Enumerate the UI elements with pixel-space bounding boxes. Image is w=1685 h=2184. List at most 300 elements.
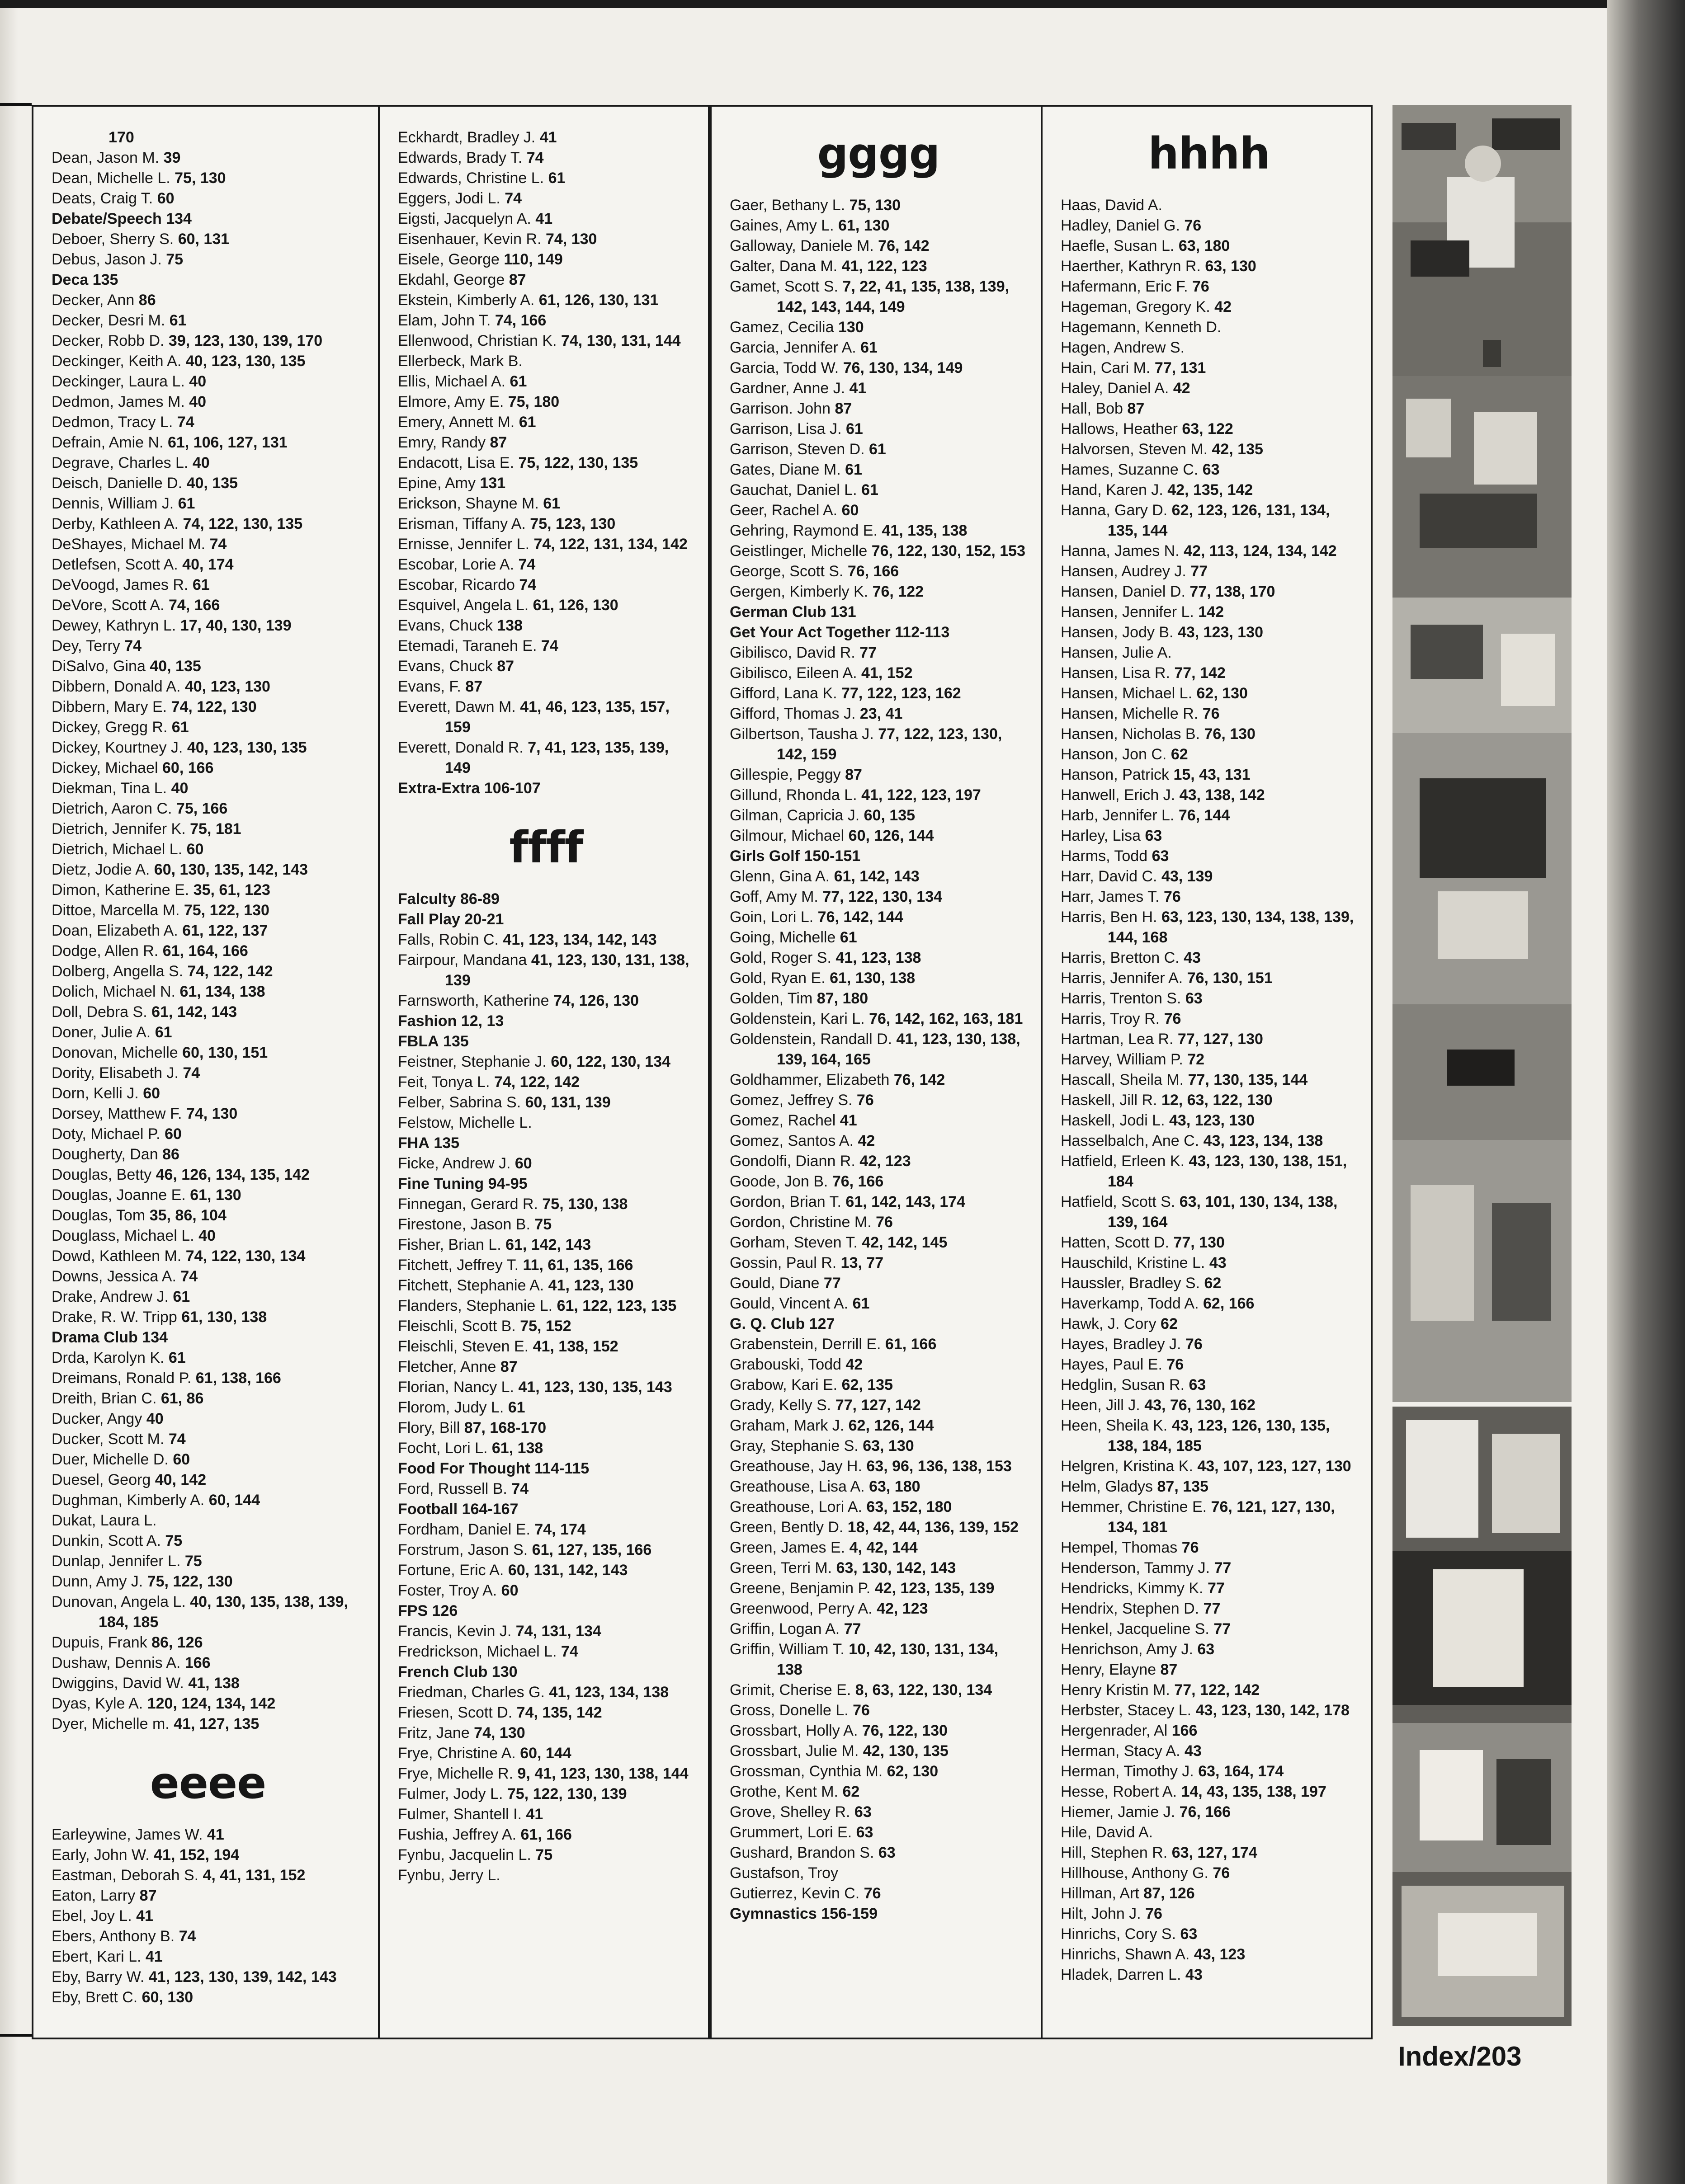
index-entry bbox=[730, 1883, 1027, 1904]
entry-name: Griffin, William T. bbox=[730, 1641, 845, 1658]
index-entry bbox=[1061, 683, 1357, 704]
entry-name: Hill, Stephen R. bbox=[1061, 1844, 1168, 1861]
index-entry bbox=[52, 514, 364, 534]
index-entry bbox=[730, 1822, 1027, 1843]
index-entry bbox=[398, 494, 694, 514]
entry-pages: 60, 131 bbox=[178, 231, 230, 248]
entry-name: Dedmon, Tracy L. bbox=[52, 414, 173, 431]
index-entry bbox=[398, 127, 694, 148]
entry-name: Decker, Robb D. bbox=[52, 332, 165, 349]
entry-pages: 41, 123, 134, 138 bbox=[549, 1684, 669, 1701]
index-entry bbox=[52, 1825, 364, 1845]
entry-name: Florian, Nancy L. bbox=[398, 1379, 514, 1396]
entry-pages: 76 bbox=[1192, 278, 1209, 295]
entry-name: DeVoogd, James R. bbox=[52, 576, 189, 593]
entry-pages: 42 bbox=[1173, 380, 1190, 397]
index-entry bbox=[730, 317, 1027, 338]
entry-pages: 61 bbox=[192, 576, 210, 593]
entry-name: Ebel, Joy L. bbox=[52, 1907, 132, 1925]
index-section-entry bbox=[398, 1662, 694, 1682]
entry-pages: 61, 142, 143 bbox=[834, 868, 920, 885]
entry-pages: 76 bbox=[1213, 1864, 1230, 1882]
index-entry bbox=[398, 1865, 694, 1886]
entry-name: Gray, Stephanie S. bbox=[730, 1437, 859, 1454]
index-entry bbox=[1061, 1822, 1357, 1843]
entry-pages: 77 bbox=[1213, 1620, 1231, 1638]
entry-pages: 76 bbox=[853, 1702, 870, 1719]
entry-name: Doner, Julie A. bbox=[52, 1024, 151, 1041]
index-entry bbox=[52, 1104, 364, 1124]
entry-pages: 76, 122, 130, 152, 153 bbox=[871, 542, 1026, 560]
entry-pages: 61 bbox=[173, 1288, 190, 1305]
index-entry bbox=[398, 656, 694, 677]
index-entry bbox=[398, 595, 694, 616]
index-entry bbox=[52, 1083, 364, 1104]
entry-name: Drama Club bbox=[52, 1329, 138, 1346]
entry-name: Football bbox=[398, 1501, 458, 1518]
entry-name: Hand, Karen J. bbox=[1061, 481, 1163, 499]
entry-pages: 120, 124, 134, 142 bbox=[147, 1695, 276, 1712]
entry-name: Doan, Elizabeth A. bbox=[52, 922, 178, 939]
entry-name: Herman, Timothy J. bbox=[1061, 1763, 1194, 1780]
index-entry bbox=[52, 1348, 364, 1368]
index-entry bbox=[730, 1517, 1027, 1538]
index-entry bbox=[730, 948, 1027, 968]
entry-name: Grabow, Kari E. bbox=[730, 1376, 838, 1393]
index-entry bbox=[52, 1572, 364, 1592]
entry-name: Farnsworth, Katherine bbox=[398, 992, 549, 1009]
index-entry bbox=[52, 1429, 364, 1450]
index-entry bbox=[52, 1287, 364, 1307]
index-entry bbox=[52, 229, 364, 249]
entry-name: Greathouse, Jay H. bbox=[730, 1458, 862, 1475]
margin-mark bbox=[0, 103, 32, 106]
entry-pages: 61 bbox=[840, 929, 857, 946]
index-entry bbox=[1061, 1639, 1357, 1660]
entry-name: Gilman, Capricia J. bbox=[730, 807, 860, 824]
index-entry bbox=[52, 1633, 364, 1653]
entry-name: Hansen, Jennifer L. bbox=[1061, 603, 1194, 621]
index-entry bbox=[1061, 1944, 1357, 1965]
entry-name: Dreith, Brian C. bbox=[52, 1390, 157, 1407]
index-entry bbox=[52, 372, 364, 392]
entry-pages: 43, 123 bbox=[1194, 1946, 1246, 1963]
entry-pages: 42 bbox=[1214, 298, 1232, 315]
entry-pages: 42, 135 bbox=[1212, 441, 1263, 458]
letter-section-heading: eeee bbox=[150, 1758, 266, 1808]
index-entry bbox=[1061, 968, 1357, 988]
entry-name: Dughman, Kimberly A. bbox=[52, 1492, 205, 1509]
entry-name: Debate/Speech bbox=[52, 210, 162, 227]
index-entry bbox=[1061, 1782, 1357, 1802]
index-section-entry bbox=[398, 1031, 694, 1052]
entry-name: Frye, Michelle R. bbox=[398, 1765, 514, 1782]
index-section-entry bbox=[398, 1601, 694, 1621]
entry-pages: 74, 130 bbox=[545, 231, 597, 248]
entry-name: Dyer, Michelle m. bbox=[52, 1715, 170, 1732]
index-entry bbox=[730, 1802, 1027, 1822]
entry-name: Fritz, Jane bbox=[398, 1724, 470, 1742]
index-entry bbox=[52, 1246, 364, 1266]
entry-name: Harr, James T. bbox=[1061, 888, 1160, 905]
index-entry bbox=[1061, 338, 1357, 358]
index-section-entry bbox=[398, 1011, 694, 1031]
index-entry bbox=[52, 941, 364, 961]
entry-name: Emry, Randy bbox=[398, 434, 486, 451]
index-entry bbox=[1061, 1395, 1357, 1416]
index-entry bbox=[730, 1700, 1027, 1721]
index-entry bbox=[730, 968, 1027, 988]
entry-pages: 18, 42, 44, 136, 139, 152 bbox=[847, 1519, 1019, 1536]
entry-name: Get Your Act Together bbox=[730, 624, 891, 641]
index-entry bbox=[398, 1682, 694, 1703]
entry-pages: 60 bbox=[841, 502, 859, 519]
entry-name: FBLA bbox=[398, 1033, 439, 1050]
entry-name: Harr, David C. bbox=[1061, 868, 1157, 885]
entry-pages: 76, 122, 130 bbox=[862, 1722, 948, 1739]
entry-pages: 42, 113, 124, 134, 142 bbox=[1184, 542, 1337, 560]
index-entry bbox=[398, 636, 694, 656]
entry-pages: 76, 130, 134, 149 bbox=[843, 359, 963, 377]
index-entry bbox=[1061, 805, 1357, 826]
entry-pages: 61 bbox=[869, 441, 886, 458]
index-entry bbox=[398, 1235, 694, 1255]
entry-pages: 61, 130, 138 bbox=[181, 1309, 267, 1326]
entry-pages: 40 bbox=[171, 780, 189, 797]
index-entry bbox=[52, 1531, 364, 1551]
entry-name: Finnegan, Gerard R. bbox=[398, 1196, 538, 1213]
index-entry bbox=[52, 778, 364, 799]
entry-pages: 63, 130, 142, 143 bbox=[836, 1559, 956, 1577]
index-entry bbox=[1061, 1883, 1357, 1904]
entry-name: Hartman, Lea R. bbox=[1061, 1031, 1174, 1048]
index-entry bbox=[730, 378, 1027, 399]
entry-name: Gomez, Rachel bbox=[730, 1112, 836, 1129]
entry-pages: 126 bbox=[432, 1602, 458, 1619]
index-entry bbox=[1061, 1802, 1357, 1822]
entry-pages: 76, 121, 127, 130, 134, 181 bbox=[1108, 1498, 1335, 1536]
entry-name: Hayes, Paul E. bbox=[1061, 1356, 1162, 1373]
entry-name: Harms, Todd bbox=[1061, 847, 1148, 865]
entry-name: Haefle, Susan L. bbox=[1061, 237, 1175, 254]
entry-pages: 61, 130, 138 bbox=[830, 970, 916, 987]
entry-pages: 40 bbox=[192, 454, 210, 471]
entry-pages: 86 bbox=[138, 292, 156, 309]
entry-name: Felber, Sabrina S. bbox=[398, 1094, 521, 1111]
entry-name: Goldhammer, Elizabeth bbox=[730, 1071, 890, 1088]
index-column-1-body bbox=[33, 107, 378, 2038]
entry-pages: 40, 130, 135, 138, 139, 184, 185 bbox=[99, 1593, 348, 1631]
entry-pages: 76, 142 bbox=[878, 237, 930, 254]
entry-name: Glenn, Gina A. bbox=[730, 868, 830, 885]
entry-pages: 94-95 bbox=[488, 1175, 528, 1192]
entry-name: Hall, Bob bbox=[1061, 400, 1123, 417]
index-entry bbox=[1061, 236, 1357, 256]
index-entry bbox=[398, 1479, 694, 1499]
index-entry bbox=[52, 1144, 364, 1165]
entry-name: Gifford, Thomas J. bbox=[730, 705, 856, 722]
entry-name: G. Q. Club bbox=[730, 1315, 805, 1332]
entry-pages: 142 bbox=[1198, 603, 1224, 621]
index-entry bbox=[730, 1477, 1027, 1497]
entry-name: Focht, Lori L. bbox=[398, 1440, 488, 1457]
index-entry bbox=[1061, 1050, 1357, 1070]
entry-pages: 7, 22, 41, 135, 138, 139, 142, 143, 144, 149 bbox=[777, 278, 1010, 315]
index-entry bbox=[52, 961, 364, 982]
index-entry bbox=[52, 168, 364, 188]
index-entry bbox=[398, 991, 694, 1011]
entry-name: Firestone, Jason B. bbox=[398, 1216, 530, 1233]
letter-section-heading: gggg bbox=[817, 128, 940, 179]
index-entry bbox=[398, 738, 694, 778]
entry-pages: 87, 126 bbox=[1143, 1885, 1195, 1902]
entry-pages: 77, 127, 130 bbox=[1177, 1031, 1263, 1048]
entry-name: Gordon, Brian T. bbox=[730, 1193, 841, 1210]
index-entry bbox=[52, 1967, 364, 1987]
entry-pages: 42 bbox=[845, 1356, 863, 1373]
entry-pages: 61, 166 bbox=[520, 1826, 572, 1843]
index-entry bbox=[52, 311, 364, 331]
entry-pages: 12, 13 bbox=[461, 1012, 504, 1030]
entry-name: Griffin, Logan A. bbox=[730, 1620, 840, 1638]
entry-name: Gillespie, Peggy bbox=[730, 766, 841, 783]
index-entry bbox=[52, 148, 364, 168]
entry-name: Helm, Gladys bbox=[1061, 1478, 1153, 1495]
index-entry bbox=[730, 826, 1027, 846]
entry-pages: 63, 164, 174 bbox=[1198, 1763, 1284, 1780]
entry-pages: 127 bbox=[809, 1315, 835, 1332]
index-entry bbox=[1061, 948, 1357, 968]
index-entry bbox=[730, 866, 1027, 887]
entry-pages: 63 bbox=[1180, 1925, 1198, 1943]
entry-name: Hansen, Jody B. bbox=[1061, 624, 1174, 641]
entry-name: Goldenstein, Kari L. bbox=[730, 1010, 865, 1027]
entry-name: Hafermann, Eric F. bbox=[1061, 278, 1188, 295]
entry-pages: 41 bbox=[207, 1826, 224, 1843]
index-section-entry bbox=[52, 270, 364, 290]
index-column-3 bbox=[710, 105, 1043, 2039]
entry-name: Fordham, Daniel E. bbox=[398, 1521, 530, 1538]
index-entry bbox=[1061, 887, 1357, 907]
index-entry bbox=[52, 900, 364, 921]
entry-name: Drda, Karolyn K. bbox=[52, 1349, 165, 1366]
entry-pages: 74, 122, 142 bbox=[187, 963, 273, 980]
index-entry bbox=[1061, 1273, 1357, 1294]
entry-pages: 41, 123, 130, 131, 138, 139 bbox=[445, 951, 689, 989]
index-column-3-body bbox=[712, 107, 1041, 2038]
index-entry bbox=[398, 697, 694, 738]
entry-name: Green, Terri M. bbox=[730, 1559, 832, 1577]
index-entry bbox=[1061, 480, 1357, 500]
entry-pages: 62, 130 bbox=[1196, 685, 1248, 702]
entry-pages: 61 bbox=[543, 495, 561, 512]
entry-pages: 75 bbox=[165, 1532, 183, 1549]
entry-pages: 63 bbox=[1152, 847, 1169, 865]
index-entry bbox=[398, 1560, 694, 1581]
entry-pages: 76, 142, 144 bbox=[817, 908, 903, 926]
entry-pages: 62, 135 bbox=[841, 1376, 893, 1393]
photo-science-lab bbox=[1392, 1407, 1572, 2026]
entry-name: Eckhardt, Bradley J. bbox=[398, 129, 536, 146]
entry-name: Dietz, Jodie A. bbox=[52, 861, 150, 878]
index-entry bbox=[398, 1642, 694, 1662]
entry-name: Hansen, Nicholas B. bbox=[1061, 725, 1200, 743]
index-entry bbox=[52, 290, 364, 311]
entry-pages: 13, 77 bbox=[840, 1254, 884, 1271]
entry-name: Gross, Donelle L. bbox=[730, 1702, 849, 1719]
index-entry bbox=[52, 392, 364, 412]
entry-pages: 74 bbox=[561, 1643, 578, 1660]
index-entry bbox=[398, 950, 694, 991]
entry-pages: 76, 166 bbox=[847, 563, 899, 580]
entry-name: Hadley, Daniel G. bbox=[1061, 217, 1180, 234]
entry-pages: 77 bbox=[1190, 563, 1208, 580]
index-entry bbox=[730, 419, 1027, 439]
entry-name: Goff, Amy M. bbox=[730, 888, 818, 905]
index-entry bbox=[730, 439, 1027, 460]
entry-pages: 41 bbox=[840, 1112, 857, 1129]
entry-name: Harris, Troy R. bbox=[1061, 1010, 1160, 1027]
index-entry bbox=[730, 1375, 1027, 1395]
entry-pages: 43, 123, 130 bbox=[1169, 1112, 1255, 1129]
entry-pages: 74, 122, 130 bbox=[171, 698, 257, 715]
index-entry bbox=[730, 907, 1027, 927]
entry-pages: 61 bbox=[171, 719, 189, 736]
entry-pages: 63 bbox=[1189, 1376, 1206, 1393]
entry-name: Gutierrez, Kevin C. bbox=[730, 1885, 860, 1902]
entry-name: Gibilisco, Eileen A. bbox=[730, 664, 857, 682]
entry-pages: 60, 130, 135, 142, 143 bbox=[154, 861, 308, 878]
entry-pages: 61, 86 bbox=[160, 1390, 204, 1407]
entry-pages: 40 bbox=[146, 1410, 164, 1427]
entry-name: Downs, Jessica A. bbox=[52, 1268, 176, 1285]
index-column-1 bbox=[32, 105, 380, 2039]
entry-pages: 74, 174 bbox=[534, 1521, 586, 1538]
index-entry bbox=[730, 1578, 1027, 1599]
index-entry bbox=[52, 188, 364, 209]
entry-pages: 87 bbox=[1127, 400, 1145, 417]
index-entry bbox=[1061, 1111, 1357, 1131]
entry-pages: 4, 41, 131, 152 bbox=[203, 1867, 306, 1884]
index-entry bbox=[1061, 358, 1357, 378]
entry-pages: 77, 142 bbox=[1174, 664, 1226, 682]
entry-name: Fynbu, Jerry L. bbox=[398, 1867, 500, 1884]
entry-pages: 75, 122, 130 bbox=[147, 1573, 233, 1590]
index-entry bbox=[398, 1764, 694, 1784]
entry-name: Haas, David A. bbox=[1061, 197, 1162, 214]
index-column-4-body bbox=[1043, 107, 1371, 2038]
entry-name: Esquivel, Angela L. bbox=[398, 597, 529, 614]
entry-name: Fredrickson, Michael L. bbox=[398, 1643, 557, 1660]
index-entry bbox=[730, 643, 1027, 663]
entry-pages: 41 bbox=[136, 1907, 153, 1925]
index-entry bbox=[730, 480, 1027, 500]
index-section-entry bbox=[398, 1459, 694, 1479]
entry-pages: 164-167 bbox=[462, 1501, 519, 1518]
entry-pages: 63 bbox=[1202, 461, 1220, 478]
entry-pages: 63, 101, 130, 134, 138, 139, 164 bbox=[1108, 1193, 1338, 1231]
entry-name: DeVore, Scott A. bbox=[52, 597, 165, 614]
index-entry bbox=[398, 1377, 694, 1398]
entry-pages: 41 bbox=[145, 1948, 163, 1965]
entry-name: Fynbu, Jacquelin L. bbox=[398, 1846, 531, 1864]
index-entry bbox=[52, 819, 364, 839]
index-entry bbox=[1061, 1151, 1357, 1192]
entry-pages: 60, 166 bbox=[162, 759, 214, 777]
entry-name: Dolich, Michael N. bbox=[52, 983, 175, 1000]
index-entry bbox=[730, 1131, 1027, 1151]
index-entry bbox=[52, 473, 364, 494]
index-entry bbox=[730, 724, 1027, 765]
entry-name: Gates, Diane M. bbox=[730, 461, 841, 478]
entry-pages: 61, 122, 123, 135 bbox=[557, 1297, 677, 1314]
entry-pages: 76 bbox=[1164, 888, 1181, 905]
index-entry bbox=[730, 460, 1027, 480]
index-entry bbox=[52, 595, 364, 616]
entry-pages: 77, 130 bbox=[1173, 1234, 1225, 1251]
entry-pages: 63, 130 bbox=[1205, 258, 1256, 275]
entry-pages: 61 bbox=[845, 461, 862, 478]
entry-pages: 75, 180 bbox=[508, 393, 560, 410]
index-entry bbox=[52, 1368, 364, 1389]
entry-name: Hladek, Darren L. bbox=[1061, 1966, 1181, 1983]
entry-pages: 62 bbox=[1171, 746, 1188, 763]
index-entry bbox=[730, 338, 1027, 358]
entry-name: Gergen, Kimberly K. bbox=[730, 583, 868, 600]
entry-pages: 60, 130 bbox=[142, 1989, 194, 2006]
entry-pages: 41, 135, 138 bbox=[882, 522, 968, 539]
index-entry bbox=[1061, 1741, 1357, 1761]
index-entry bbox=[398, 1357, 694, 1377]
index-entry bbox=[398, 1723, 694, 1743]
entry-name: Hansen, Lisa R. bbox=[1061, 664, 1170, 682]
index-entry bbox=[52, 1266, 364, 1287]
entry-pages: 87, 168-170 bbox=[464, 1419, 547, 1436]
entry-name: Dunlap, Jennifer L. bbox=[52, 1553, 181, 1570]
index-entry bbox=[1061, 460, 1357, 480]
index-section-entry bbox=[730, 846, 1027, 866]
entry-pages: 9, 41, 123, 130, 138, 144 bbox=[517, 1765, 689, 1782]
entry-pages: 86 bbox=[162, 1146, 179, 1163]
index-entry bbox=[730, 663, 1027, 683]
entry-pages: 60, 131, 139 bbox=[525, 1094, 611, 1111]
entry-pages: 61, 126, 130 bbox=[533, 597, 618, 614]
entry-pages: 61, 138, 166 bbox=[195, 1370, 281, 1387]
entry-name: Hagemann, Kenneth D. bbox=[1061, 319, 1222, 336]
entry-name: Epine, Amy bbox=[398, 475, 476, 492]
entry-name: Grossbart, Julie M. bbox=[730, 1742, 859, 1760]
entry-pages: 41 bbox=[539, 129, 557, 146]
index-entry bbox=[52, 453, 364, 473]
index-entry bbox=[1061, 1456, 1357, 1477]
entry-name: Dickey, Kourtney J. bbox=[52, 739, 183, 756]
entry-pages: 76 bbox=[1202, 705, 1220, 722]
index-entry bbox=[398, 514, 694, 534]
entry-pages: 43, 123, 130, 142, 178 bbox=[1195, 1702, 1350, 1719]
entry-name: Ellerbeck, Mark B. bbox=[398, 353, 523, 370]
entry-name: Fortune, Eric A. bbox=[398, 1562, 504, 1579]
entry-name: Doty, Michael P. bbox=[52, 1125, 160, 1143]
index-entry bbox=[398, 229, 694, 249]
entry-pages: 166 bbox=[1171, 1722, 1198, 1739]
entry-name: Dedmon, James M. bbox=[52, 393, 185, 410]
entry-name: Harvey, William P. bbox=[1061, 1051, 1183, 1068]
entry-pages: 75 bbox=[184, 1553, 202, 1570]
index-entry bbox=[52, 1845, 364, 1865]
entry-name: Dunkin, Scott A. bbox=[52, 1532, 161, 1549]
entry-name: Fulmer, Shantell I. bbox=[398, 1806, 522, 1823]
entry-name: Gamet, Scott S. bbox=[730, 278, 838, 295]
